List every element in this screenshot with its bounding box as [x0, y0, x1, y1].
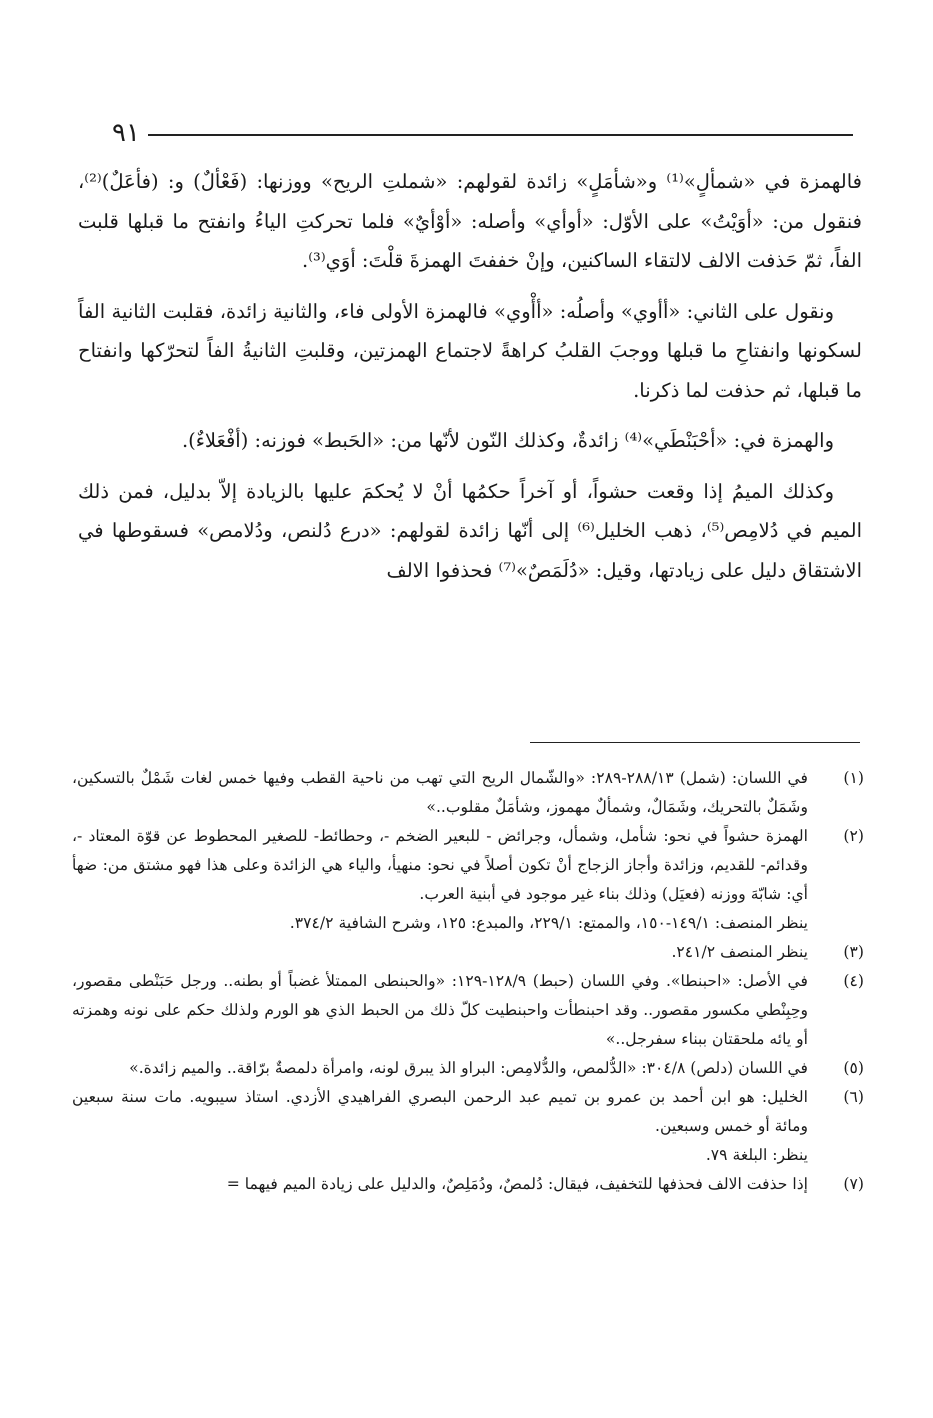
footnote-number: (٢) — [843, 827, 864, 845]
footnote-text: ينظر: البلغة ٧٩. — [705, 1146, 808, 1164]
footnote-text: في اللسان (دلص) ٣٠٤/٨: «الدُّلمص، والدُّلامِص: البراو الذ يبرق لونه، وامرأة دلمصةٌ برّاقة.. والميم زائدة.» — [129, 1059, 808, 1077]
main-text — [78, 162, 862, 601]
footnote-number: (٤) — [843, 972, 864, 990]
paragraph: والهمزة في: «أحْبَنْطَي»⁽⁴⁾ زائدةٌ، وكذلك النّون لأنّها من: «الحَبط» فوزنه: (أفْعَلاءٌ). — [181, 429, 834, 452]
footnote — [72, 764, 864, 822]
footnote-number: (٣) — [843, 943, 864, 961]
paragraph: فالهمزة في «شمألٍ»⁽¹⁾ و«شأمَلٍ» زائدة لقولهم: «شملتِ الريح» ووزنها: (فَعْألٌ) و: (فأعَلٌ)⁽²⁾، فنقول من: «أوَيْتُ» على الأوّل: «أوأي» وأصله: «أوْأيٌ» فلما تحركتِ الياءُ وانفتح ما قبلها قلبت الفاً، ثمّ حَذفت الالف لالتقاء الساكنين، وإنْ خففتَ الهمزةَ قلْتَ: أوَي⁽³⁾. — [78, 170, 862, 272]
footnote-number: (٦) — [843, 1088, 864, 1106]
footnote — [72, 1054, 864, 1083]
footnote — [72, 967, 864, 1054]
footnote-rule — [530, 742, 860, 743]
paragraph: ونقول على الثاني: «أأوي» وأصلُه: «أأْوي» فالهمزة الأولى فاء، والثانية زائدة، فقلبت الثانية الفاً لسكونها وانفتاحِ ما قبلها ووجبَ القلبُ كراهةً لاجتماع الهمزتين، وقلبتِ الثانيةُ الفاً لتحرّكها وانفتاح ما قبلها، ثم حذفت لما ذكرنا. — [78, 299, 862, 402]
footnote-text: الهمزة حشواً في نحو: شأمل، وشمأل، وجرائض - للبعير الضخم -، وحطائط- للصغير المحطوط عن قوّة المعتاد -، وقدائم- للقديم، وزائدة وأجاز الزجاج أنْ تكون أصلاً في نحو: منهيأ، والياء هي الزائدة وعلى هذا فهو مشتق من: ضهأ أي: شابّهَ ووزنه (فعيَل) وذلك بناء غير موجود في أبنية العرب. — [72, 827, 808, 903]
footnote — [72, 1170, 864, 1199]
footnote-text: في اللسان: (شمل) ٢٨٨/١٣-٢٨٩: «والشّمال الريح التي تهب من ناحية القطب وفيها خمس لغات شَمْلٌ بالتسكين، وشَمَلٌ بالتحريك، وشَمَالٌ، وشمألٌ مهموز، وشأمَلٌ مقلوب..» — [72, 769, 808, 816]
header-rule — [148, 134, 853, 136]
footnote-text: ينظر المنصف ٢٤١/٢. — [671, 943, 808, 961]
footnote-text: ينظر المنصف: ١٤٩/١-١٥٠، والممتع: ٢٢٩/١، والمبدع: ١٢٥، وشرح الشافية ٣٧٤/٢. — [289, 914, 808, 932]
footnote — [72, 1083, 864, 1170]
footnote-text: في الأصل: «احبنطا». وفي اللسان (حبط) ١٢٨/٩-١٢٩: «والحبنطى الممتلأ غضباً أو بطنه.. ورجل حَبَنْطى مقصور، وحِبِنْطي مكسور مقصور.. وقد احبنطأت واحبنطيت كلّ ذلك من الحبط الذي هو الورم ولذلك حكم على نونه وهمزته أو يائه ملحقتان ببناء سفرجل..» — [72, 972, 809, 1048]
footnote — [72, 938, 864, 967]
footnote-text: إذا حذفت الالف فحذفها للتخفيف، فيقال: دُلمصٌ، ودُمَلِصٌ، والدليل على زيادة الميم فيهما = — [226, 1175, 808, 1193]
page-number: ٩١ — [112, 118, 140, 148]
footnote — [72, 822, 864, 938]
paragraph: وكذلك الميمُ إذا وقعت حشواً، أو آخراً حكمُها أنْ لا يُحكمَ عليها بالزيادة إلاّ بدليل، فمن ذلك الميم في دُلامِص⁽⁵⁾، ذهب الخليل⁽⁶⁾ إلى أنّها زائدة لقولهم: «درع دُلنص، ودُلامص» فسقوطها في الاشتقاق دليل على زيادتها، وقيل: «دُلَمَصٌ»⁽⁷⁾ فحذفوا الالف — [78, 479, 862, 582]
footnote-number: (٧) — [843, 1175, 864, 1193]
footnote-number: (١) — [843, 769, 864, 787]
footnotes — [72, 764, 864, 1199]
footnote-number: (٥) — [843, 1059, 864, 1077]
footnote-text: الخليل: هو ابن أحمد بن عمرو بن تميم عبد الرحمن البصري الفراهيدي الأزدي. استاذ سيبويه. مات سنة سبعين ومائة أو خمس وسبعين. — [72, 1088, 808, 1135]
